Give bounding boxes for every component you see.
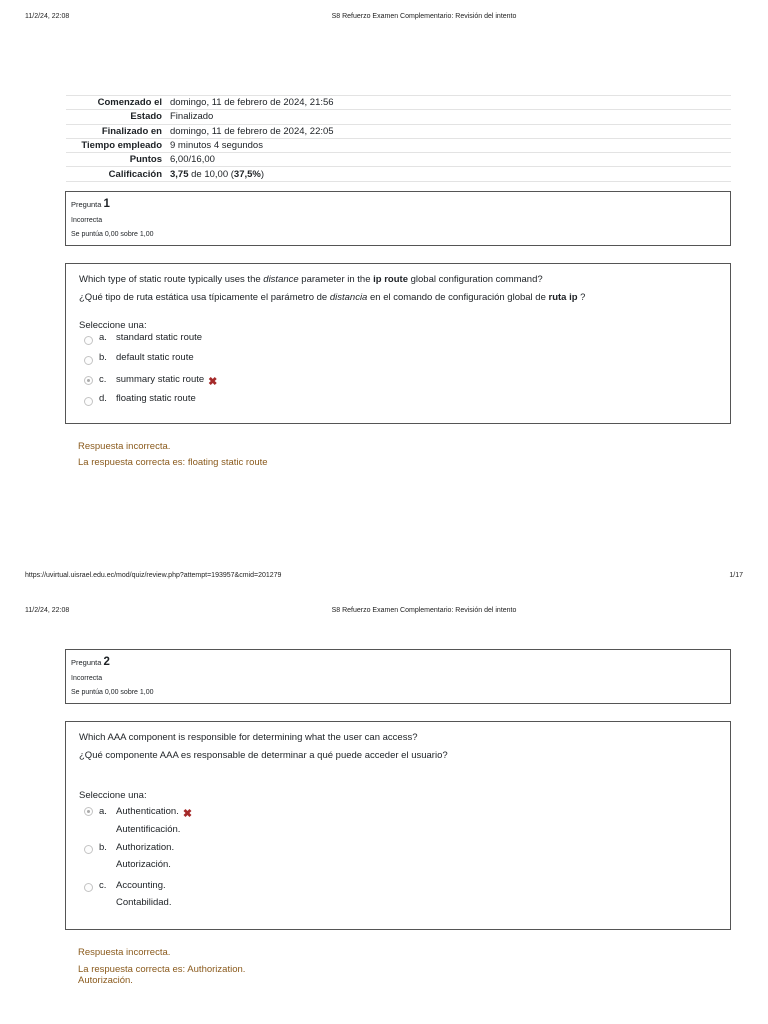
feedback-correct-answer: La respuesta correcta es: Authorization. bbox=[78, 964, 246, 976]
question-content bbox=[65, 721, 731, 930]
feedback-result: Respuesta incorrecta. bbox=[78, 441, 171, 452]
text-part: global configuration command? bbox=[407, 274, 543, 285]
text-emphasis: distance bbox=[263, 274, 299, 285]
question-text-en: Which AAA component is responsible for determining what the user can access? bbox=[79, 732, 418, 743]
summary-value: 6,00/16,00 bbox=[166, 153, 731, 167]
grade-max: de 10,00 ( bbox=[188, 168, 234, 180]
summary-label: Tiempo empleado bbox=[66, 138, 166, 152]
option-translation: Autorización. bbox=[116, 859, 171, 871]
summary-value: domingo, 11 de febrero de 2024, 22:05 bbox=[166, 124, 731, 138]
print-title: S8 Refuerzo Examen Complementario: Revisión del intento bbox=[331, 13, 517, 20]
summary-label: Puntos bbox=[66, 153, 166, 167]
option-text: standard static route bbox=[116, 332, 203, 344]
answer-option-selected[interactable] bbox=[79, 802, 717, 840]
question-state: Incorrecta bbox=[71, 675, 103, 683]
summary-value: 9 minutos 4 segundos bbox=[166, 138, 731, 152]
question-text-es bbox=[79, 289, 717, 307]
question-prefix: Pregunta bbox=[71, 658, 102, 667]
grade-percent: 37,5% bbox=[233, 168, 261, 180]
summary-label: Calificación bbox=[66, 167, 166, 181]
question-text-en bbox=[79, 271, 717, 289]
grade-score: 3,75 bbox=[170, 168, 189, 180]
question-info bbox=[65, 649, 731, 704]
cross-mark-icon: ✖ bbox=[208, 376, 218, 389]
answer-option[interactable] bbox=[79, 332, 717, 352]
summary-label: Estado bbox=[66, 110, 166, 124]
radio-button-icon[interactable] bbox=[84, 356, 93, 365]
grade-value bbox=[166, 167, 731, 181]
option-letter: b. bbox=[99, 842, 107, 854]
option-text: Authorization. bbox=[116, 842, 175, 854]
text-strong: ip route bbox=[373, 274, 408, 285]
summary-row bbox=[66, 138, 731, 152]
question-prefix: Pregunta bbox=[71, 200, 102, 209]
option-letter: a. bbox=[99, 806, 107, 818]
print-datetime: 11/2/24, 22:08 bbox=[25, 13, 70, 20]
option-translation: Autentificación. bbox=[116, 823, 181, 835]
feedback-correct-answer: La respuesta correcta es: floating static route bbox=[78, 457, 268, 469]
option-text: default static route bbox=[116, 352, 194, 364]
answer-prompt: Seleccione una: bbox=[79, 790, 147, 802]
text-part: ? bbox=[577, 292, 586, 304]
summary-row bbox=[66, 167, 731, 181]
question-number bbox=[71, 654, 725, 671]
print-url: https://uvirtual.uisrael.edu.ec/mod/quiz/review.php?attempt=193957&cmid=201279 bbox=[25, 572, 282, 579]
option-translation: Contabilidad. bbox=[116, 897, 172, 909]
answer-option[interactable] bbox=[79, 352, 717, 372]
text-emphasis: distancia bbox=[329, 292, 368, 304]
question-content bbox=[65, 263, 731, 424]
summary-value: Finalizado bbox=[166, 110, 731, 124]
option-letter: b. bbox=[99, 352, 107, 364]
question-state: Incorrecta bbox=[71, 217, 103, 225]
option-letter: d. bbox=[99, 393, 107, 405]
grade-close: ) bbox=[260, 168, 265, 180]
question-text-es: ¿Qué componente AAA es responsable de determinar a qué puede acceder el usuario? bbox=[79, 750, 448, 762]
radio-button-icon[interactable] bbox=[84, 376, 93, 385]
option-letter: c. bbox=[99, 880, 107, 892]
print-title: S8 Refuerzo Examen Complementario: Revisión del intento bbox=[331, 607, 517, 614]
summary-row bbox=[66, 110, 731, 124]
question-feedback bbox=[78, 442, 268, 469]
feedback-correct-answer-translation: Autorización. bbox=[78, 974, 133, 986]
radio-button-icon[interactable] bbox=[84, 336, 93, 345]
question-number bbox=[71, 196, 725, 213]
feedback-result: Respuesta incorrecta. bbox=[78, 947, 171, 958]
answer-option[interactable] bbox=[79, 878, 717, 916]
answer-option[interactable] bbox=[79, 840, 717, 878]
answer-option-selected[interactable] bbox=[79, 372, 717, 393]
text-part: ¿Qué tipo de ruta estática usa típicamente el parámetro de bbox=[79, 292, 330, 304]
summary-label: Finalizado en bbox=[66, 124, 166, 138]
text-part: parameter in the bbox=[298, 274, 374, 285]
option-letter: c. bbox=[99, 374, 107, 386]
radio-button-icon[interactable] bbox=[84, 807, 93, 816]
question-feedback bbox=[78, 948, 245, 986]
text-strong: ruta ip bbox=[548, 292, 578, 304]
answer-prompt: Seleccione una: bbox=[79, 320, 147, 332]
text-part: en el comando de configuración global de bbox=[367, 292, 549, 304]
question-mark: Se puntúa 0,00 sobre 1,00 bbox=[71, 230, 154, 238]
summary-value: domingo, 11 de febrero de 2024, 21:56 bbox=[166, 96, 731, 110]
print-page-number: 1/17 bbox=[729, 572, 743, 579]
radio-button-icon[interactable] bbox=[84, 845, 93, 854]
question-mark: Se puntúa 0,00 sobre 1,00 bbox=[71, 688, 154, 696]
option-text: summary static route bbox=[116, 374, 205, 386]
answer-option[interactable] bbox=[79, 393, 717, 413]
question-info bbox=[65, 191, 731, 246]
question-number-value: 2 bbox=[103, 656, 110, 668]
attempt-summary-table bbox=[66, 95, 731, 182]
print-datetime: 11/2/24, 22:08 bbox=[25, 607, 70, 614]
text-part: Which type of static route typically uses the bbox=[79, 274, 264, 285]
option-text: Authentication. bbox=[116, 806, 179, 818]
summary-label: Comenzado el bbox=[66, 96, 166, 110]
question-number-value: 1 bbox=[103, 198, 110, 210]
radio-button-icon[interactable] bbox=[84, 397, 93, 406]
option-text: Accounting. bbox=[116, 880, 166, 892]
option-letter: a. bbox=[99, 332, 107, 344]
cross-mark-icon: ✖ bbox=[182, 808, 193, 821]
summary-row bbox=[66, 96, 731, 110]
summary-row bbox=[66, 124, 731, 138]
radio-button-icon[interactable] bbox=[84, 883, 93, 892]
summary-row bbox=[66, 153, 731, 167]
option-text: floating static route bbox=[116, 393, 196, 405]
